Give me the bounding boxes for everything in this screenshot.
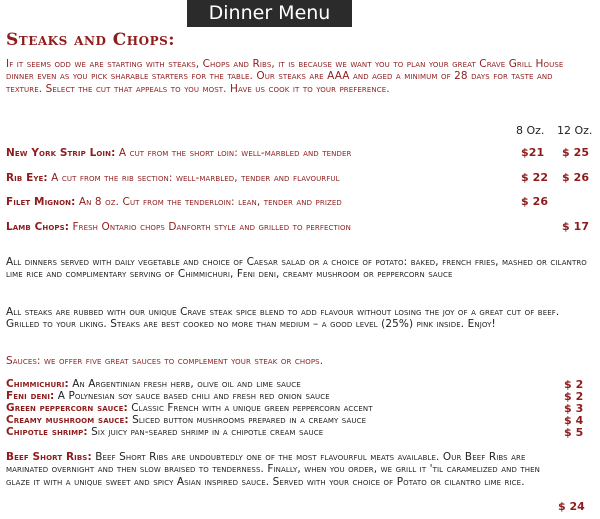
price-8oz: $21 [521, 146, 545, 159]
price-8oz: $ 22 [521, 171, 549, 184]
item-name: Lamb Chops: [6, 221, 70, 233]
sauce-description: Classic French with a unique green peppercorn accent [131, 402, 373, 414]
sauce-description: A Polynesian soy sauce based chili and fresh red onion sauce [57, 390, 330, 402]
sauce-green-peppercorn [6, 403, 594, 414]
menu-item-new-york-strip [6, 146, 594, 160]
column-header-8oz: 8 Oz. [516, 124, 545, 137]
item-name: Filet Mignon: [6, 196, 76, 208]
item-description: Beef Short Ribs are undoubtedly one of the most flavourful meats available. Our Beef Ribs are marinated overnight and then slow braised to tenderness. Finally, when you order, we grill it 'til caramelized and then glaze it with a unique sweet and spicy Asian inspired sauce. Served with your choice of Potato or cilantro lime rice. [6, 451, 540, 488]
menu-item-lamb-chops [6, 220, 594, 234]
price-8oz: $ 26 [521, 195, 549, 208]
section-title: Steaks and Chops: [6, 30, 176, 50]
sauce-name: Feni deni: [6, 390, 55, 402]
sauces-heading: Sauces: we offer five great sauces to complement your steak or chops. [6, 355, 324, 367]
item-description: Fresh Ontario chops Danforth style and grilled to perfection [72, 221, 351, 233]
price-12oz: $ 17 [562, 220, 590, 233]
item-description: A cut from the rib section: well-marbled, tender and flavourful [51, 172, 340, 184]
item-description: An 8 oz. Cut from the tenderloin: lean, tender and prized [78, 196, 342, 208]
item-name: Rib Eye: [6, 172, 48, 184]
sauce-creamy-mushroom [6, 415, 594, 426]
dinner-includes-note: All dinners served with daily vegetable and choice of Caesar salad or a choice of potato: baked, french fries, mashed or cilantro lime rice and complimentary serving of Chimmichuri, Feni deni, creamy mushroom or peppercorn sauce [6, 256, 587, 281]
sauce-chipotle-shrimp [6, 427, 594, 438]
sauce-chimmichuri [6, 379, 594, 390]
sauce-feni-deni [6, 391, 594, 402]
short-ribs-item [6, 451, 546, 488]
menu-item-filet-mignon [6, 195, 594, 209]
sauce-name: Chipotle shrimp: [6, 426, 88, 438]
sauce-price: $ 2 [564, 378, 584, 391]
sauce-description: Sliced button mushrooms prepared in a creamy sauce [132, 414, 367, 426]
sauce-description: Six juicy pan-seared shrimp in a chipotle cream sauce [91, 426, 324, 438]
sauce-price: $ 2 [564, 390, 584, 403]
sauce-price: $ 5 [564, 426, 584, 439]
price-12oz: $ 25 [562, 146, 590, 159]
short-ribs-price: $ 24 [558, 500, 585, 513]
sauce-name: Creamy mushroom sauce: [6, 414, 129, 426]
sauce-price: $ 4 [564, 414, 584, 427]
item-description: A cut from the short loin: well-marbled and tender [118, 147, 352, 159]
column-header-12oz: 12 Oz. [557, 124, 593, 137]
menu-item-rib-eye [6, 171, 594, 185]
sauce-name: Chimmichuri: [6, 378, 69, 390]
item-name: New York Strip Loin: [6, 147, 116, 159]
sauce-description: An Argentinian fresh herb, olive oil and lime sauce [72, 378, 301, 390]
steak-rub-note: All steaks are rubbed with our unique Crave steak spice blend to add flavour without losing the joy of a great cut of beef. Grilled to your liking. Steaks are best cooked no more than medium – a good level (25%) pink inside. Enjoy! [6, 306, 560, 331]
item-name: Beef Short Ribs: [6, 451, 92, 463]
sauce-name: Green peppercorn sauce: [6, 402, 128, 414]
intro-paragraph: If it seems odd we are starting with steaks, Chops and Ribs, it is because we want you to plan your great Crave Grill House dinner even as you pick sharable starters for the table. Our steaks are AAA and aged a minimum of 28 days for taste and texture. Select the cut that appeals to you most. Have us cook it to your preference. [6, 58, 564, 95]
sauce-price: $ 3 [564, 402, 584, 415]
menu-title: Dinner Menu [187, 0, 352, 27]
price-12oz: $ 26 [562, 171, 590, 184]
